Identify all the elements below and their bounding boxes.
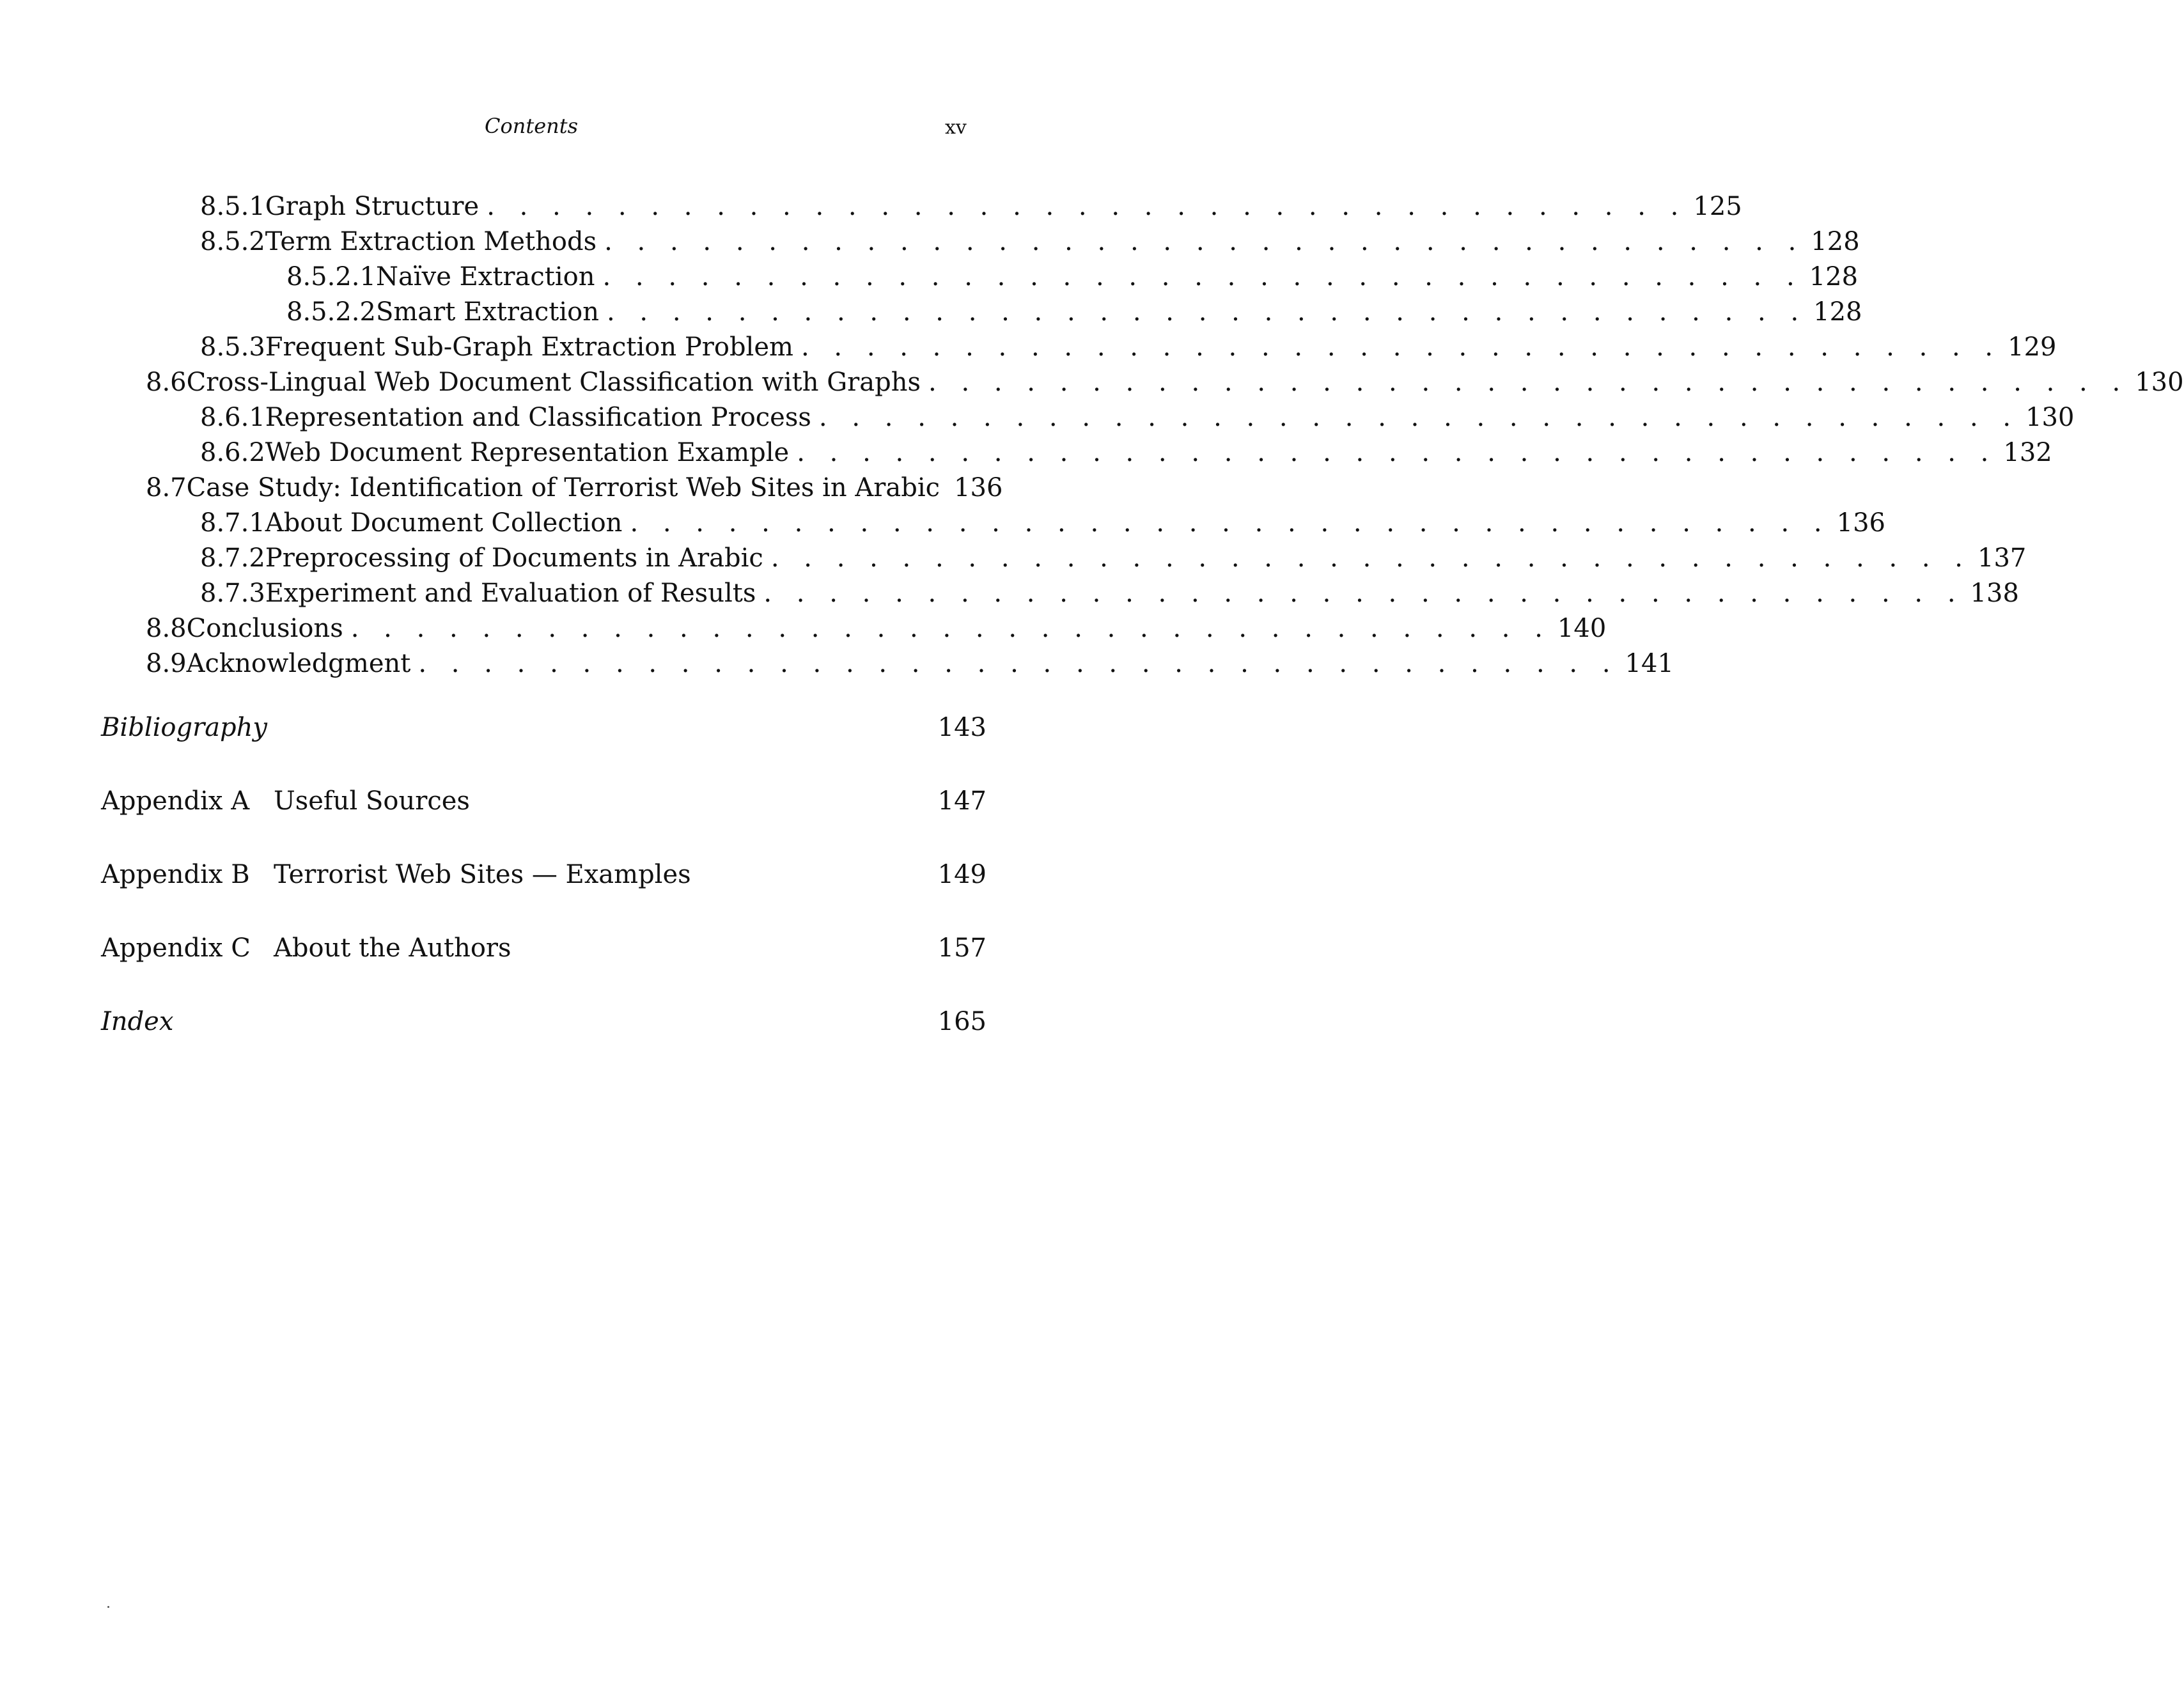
- toc-entry-page: 141: [1625, 649, 1674, 678]
- toc-entry-title: Representation and Classification Process: [265, 403, 811, 432]
- toc-entry-title: Useful Sources: [274, 786, 470, 816]
- header-page-number: xv: [945, 116, 967, 139]
- toc-entry-label: Bibliography: [101, 713, 267, 742]
- toc-appendix-b[interactable]: [101, 859, 987, 891]
- toc-entry-number: 8.5.1: [200, 192, 265, 221]
- toc-entry-page: 130: [2025, 403, 2075, 432]
- toc-entry-title: About Document Collection: [265, 508, 623, 538]
- dot-leader: . . . . . . . . . . . . . . . . . . . . . . . . . . . . . . . . . . . . .: [928, 368, 2129, 397]
- toc-entry-title: Smart Extraction: [375, 297, 599, 327]
- toc-entry-page: 138: [1970, 579, 2019, 608]
- toc-entry-number: 8.9: [146, 649, 187, 678]
- toc-entry-label: Appendix C: [101, 933, 251, 963]
- toc-entry-label: Index: [101, 1007, 174, 1036]
- toc-entry[interactable]: [146, 612, 1607, 644]
- toc-entry-page: 149: [937, 860, 987, 889]
- toc-entry[interactable]: [200, 191, 1742, 222]
- toc-entry-page: 129: [2008, 332, 2057, 362]
- toc-entry-number: 8.8: [146, 614, 187, 643]
- toc-entry-page: 165: [937, 1007, 987, 1036]
- toc-entry-number: 8.5.2: [200, 227, 265, 256]
- toc-entry-title: Case Study: Identification of Terrorist Web Sites in Arabic: [186, 473, 940, 503]
- dot-leader: . . . . . . . . . . . . . . . . . . . . . . . . . . . . . . . . . . . . .: [818, 403, 2020, 432]
- toc-entry[interactable]: [146, 366, 2184, 398]
- toc-entry-page: 136: [1836, 508, 1885, 538]
- toc-entry-number: 8.5.2.2: [286, 297, 376, 327]
- dot-leader: . . . . . . . . . . . . . . . . . . . . . . . . . . . . . . . . . . . . .: [797, 438, 1997, 467]
- scan-speck: [107, 1606, 109, 1608]
- toc-entry-title: Graph Structure: [265, 192, 480, 221]
- toc-entry-number: 8.7.3: [200, 579, 265, 608]
- toc-entry[interactable]: [200, 507, 1885, 539]
- toc-entry-title: Web Document Representation Example: [265, 438, 790, 467]
- toc-entry-title: Cross-Lingual Web Document Classification with Graphs: [186, 368, 921, 397]
- toc-entry-page: 128: [1811, 227, 1860, 256]
- toc-entry[interactable]: [146, 472, 1003, 504]
- toc-entry-title: Frequent Sub-Graph Extraction Problem: [265, 332, 793, 362]
- running-title: Contents: [485, 114, 579, 138]
- dot-leader: . . . . . . . . . . . . . . . . . . . . . . . . . . . . . . . . . . . . .: [770, 543, 1972, 573]
- dot-leader: . . . . . . . . . . . . . . . . . . . . . . . . . . . . . . . . . . . . .: [606, 297, 1807, 327]
- toc-entry-title: Acknowledgment: [186, 649, 411, 678]
- toc-entry-title: Conclusions: [186, 614, 343, 643]
- toc-entry[interactable]: [146, 648, 1674, 680]
- toc-entry-number: 8.7: [146, 473, 187, 503]
- toc-appendix-a[interactable]: [101, 785, 987, 817]
- toc-entry[interactable]: [200, 401, 2075, 433]
- toc-entry[interactable]: [286, 296, 1862, 328]
- toc-entry-number: 8.6: [146, 368, 187, 397]
- toc-entry-page: 136: [954, 473, 1003, 503]
- toc-appendix-c[interactable]: [101, 932, 987, 964]
- toc-entry[interactable]: [200, 331, 2057, 363]
- toc-entry[interactable]: [200, 226, 1860, 258]
- toc-entry-page: 140: [1557, 614, 1607, 643]
- toc-entry-number: 8.7.2: [200, 543, 265, 573]
- running-header: [0, 114, 1066, 146]
- toc-entry-number: 8.5.2.1: [286, 262, 376, 292]
- toc-entry[interactable]: [200, 437, 2052, 469]
- toc-entry-title: About the Authors: [274, 933, 511, 963]
- toc-entry-page: 132: [2003, 438, 2052, 467]
- dot-leader: . . . . . . . . . . . . . . . . . . . . . . . . . . . . . . . . . . . . .: [602, 262, 1803, 292]
- toc-entry[interactable]: [200, 577, 2019, 609]
- dot-leader: . . . . . . . . . . . . . . . . . . . . . . . . . . . . . . . . . . . . .: [487, 192, 1687, 221]
- toc-entry-title: Terrorist Web Sites — Examples: [274, 860, 691, 889]
- toc-entry-label: Appendix A: [101, 786, 250, 816]
- toc-entry-page: 130: [2135, 368, 2184, 397]
- dot-leader: . . . . . . . . . . . . . . . . . . . . . . . . . . . . . . . . . . . . .: [350, 614, 1551, 643]
- dot-leader: . . . . . . . . . . . . . . . . . . . . . . . . . . . . . . . . . . . . .: [418, 649, 1619, 678]
- dot-leader: . . . . . . . . . . . . . . . . . . . . . . . . . . . . . . . . . . . . .: [604, 227, 1805, 256]
- toc-bibliography[interactable]: [101, 712, 987, 744]
- toc-entry-page: 125: [1693, 192, 1742, 221]
- dot-leader: . . . . . . . . . . . . . . . . . . . . . . . . . . . . . . . . . . . . .: [763, 579, 1964, 608]
- toc-entry[interactable]: [286, 261, 1859, 293]
- toc-entry-label: Appendix B: [101, 860, 250, 889]
- toc-entry-number: 8.7.1: [200, 508, 265, 538]
- dot-leader: . . . . . . . . . . . . . . . . . . . . . . . . . . . . . . . . . . . . .: [630, 508, 1830, 538]
- toc-entry-page: 143: [937, 713, 987, 742]
- toc-entry-title: Naïve Extraction: [375, 262, 595, 292]
- toc-entry-number: 8.6.2: [200, 438, 265, 467]
- toc-entry-page: 128: [1813, 297, 1862, 327]
- toc-entry-title: Preprocessing of Documents in Arabic: [265, 543, 763, 573]
- toc-entry-page: 157: [937, 933, 987, 963]
- dot-leader: . . . . . . . . . . . . . . . . . . . . . . . . . . . . . . . . . . . . .: [800, 332, 2002, 362]
- toc-entry-page: 128: [1809, 262, 1859, 292]
- toc-entry-number: 8.6.1: [200, 403, 265, 432]
- toc-entry-page: 137: [1977, 543, 2027, 573]
- toc-index[interactable]: [101, 1006, 987, 1038]
- toc-entry[interactable]: [200, 542, 2027, 574]
- toc-entry-title: Experiment and Evaluation of Results: [265, 579, 756, 608]
- toc-entry-number: 8.5.3: [200, 332, 265, 362]
- toc-entry-title: Term Extraction Methods: [265, 227, 597, 256]
- toc-entry-page: 147: [937, 786, 987, 816]
